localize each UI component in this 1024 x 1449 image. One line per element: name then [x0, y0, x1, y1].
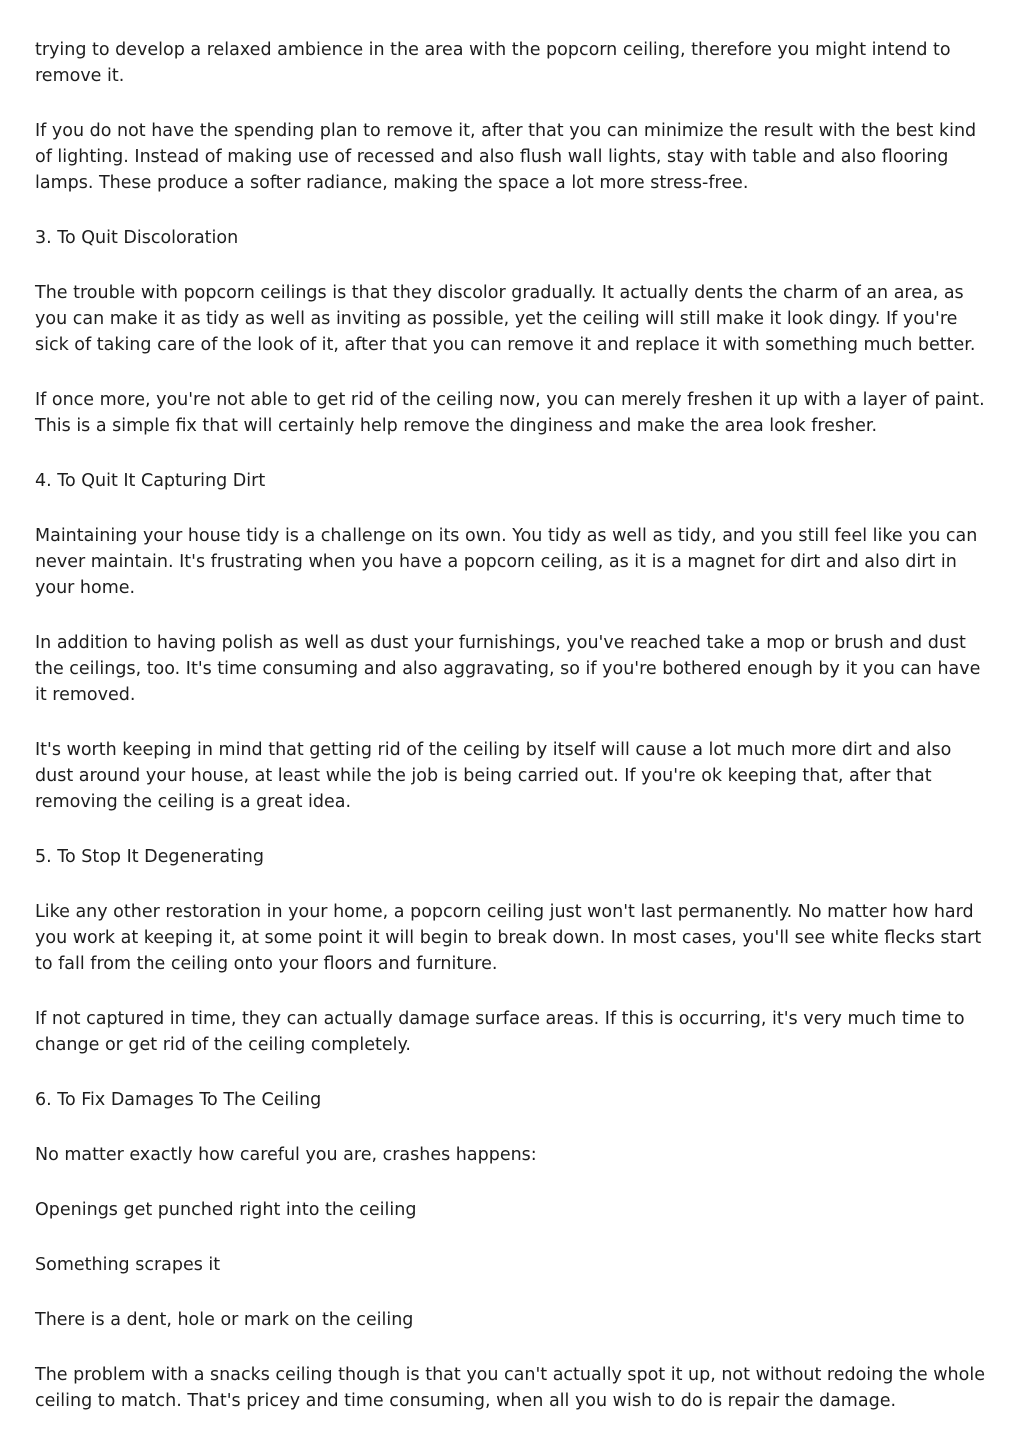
- paragraph-damage: If not captured in time, they can actually damage surface areas. If this is occurring, it's very much time to change or get rid of the ceiling completely.: [35, 1009, 965, 1055]
- paragraph-paint: If once more, you're not able to get rid of the ceiling now, you can merely freshen it up with a layer of paint. This is a simple fix that will certainly help remove the dinginess and make the area look fresher.: [35, 390, 985, 436]
- paragraph-continuation: trying to develop a relaxed ambience in the area with the popcorn ceiling, therefore you might intend to remove it.: [35, 40, 951, 86]
- section-heading-discoloration: 3. To Quit Discoloration: [35, 228, 239, 248]
- section-heading-degenerating: 5. To Stop It Degenerating: [35, 847, 264, 867]
- paragraph-snacks-ceiling: The problem with a snacks ceiling though is that you can't actually spot it up, not without redoing the whole ceiling to match. That's pricey and time consuming, when all you wish to do is repair the damage.: [35, 1365, 985, 1411]
- list-item-openings: Openings get punched right into the ceiling: [35, 1200, 417, 1220]
- section-heading-dirt: 4. To Quit It Capturing Dirt: [35, 471, 266, 491]
- paragraph-discoloration: The trouble with popcorn ceilings is that they discolor gradually. It actually dents the charm of an area, as you can make it as tidy as well as inviting as possible, yet the ceiling will still make it look dingy. If you're sick of taking care of the look of it, after that you can remove it and replace it with something much better.: [35, 283, 976, 355]
- paragraph-restoration: Like any other restoration in your home, a popcorn ceiling just won't last permanently. No matter how hard you work at keeping it, at some point it will begin to break down. In most cases, you'll see white flecks start to fall from the ceiling onto your floors and furniture.: [35, 902, 982, 974]
- section-heading-fix-damages: 6. To Fix Damages To The Ceiling: [35, 1090, 322, 1110]
- paragraph-dusting: In addition to having polish as well as dust your furnishings, you've reached take a mop or brush and dust the ceilings, too. It's time consuming and also aggravating, so if you're bothered enough by it you can have it removed.: [35, 633, 981, 705]
- paragraph-tidy: Maintaining your house tidy is a challenge on its own. You tidy as well as tidy, and you still feel like you can never maintain. It's frustrating when you have a popcorn ceiling, as it is a magnet for dirt and also dirt in your home.: [35, 526, 978, 598]
- paragraph-crashes: No matter exactly how careful you are, crashes happens:: [35, 1145, 537, 1165]
- list-item-dent: There is a dent, hole or mark on the ceiling: [35, 1310, 414, 1330]
- paragraph-lighting: If you do not have the spending plan to remove it, after that you can minimize the result with the best kind of lighting. Instead of making use of recessed and also flush wall lights, stay with table and also flooring lamps. These produce a softer radiance, making the space a lot more stress-free.: [35, 121, 977, 193]
- document-body: [35, 37, 995, 1443]
- paragraph-removal-dirt: It's worth keeping in mind that getting rid of the ceiling by itself will cause a lot much more dirt and also dust around your house, at least while the job is being carried out. If you're ok keeping that, after that removing the ceiling is a great idea.: [35, 740, 952, 812]
- list-item-scrapes: Something scrapes it: [35, 1255, 221, 1275]
